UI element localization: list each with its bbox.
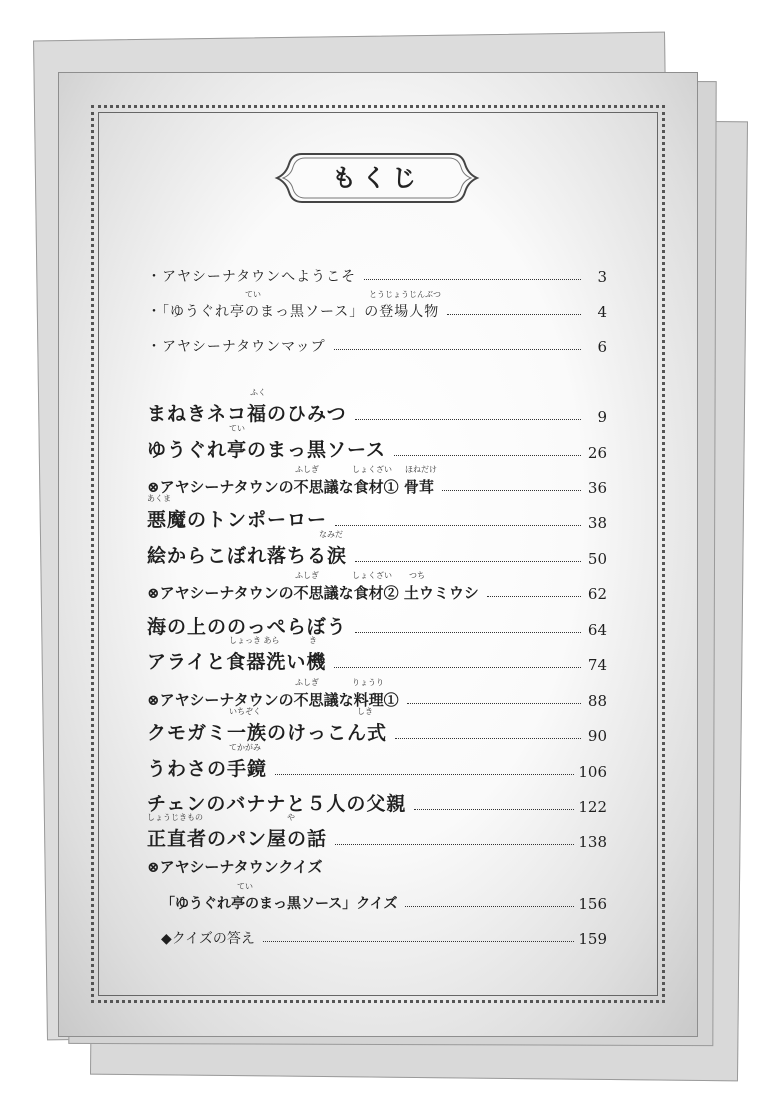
dot-leader [335, 844, 574, 845]
ruby-annotation: あくま [147, 494, 171, 503]
toc-entry-ingredient[interactable] [147, 670, 607, 710]
ruby-annotation: ほねだけ [405, 465, 437, 474]
ruby-annotation: しょっき あら [229, 636, 280, 645]
dot-leader [355, 419, 581, 420]
toc-entry-story[interactable] [147, 599, 607, 639]
entry-page: 9 [597, 408, 607, 426]
entry-page: 106 [578, 763, 607, 781]
toc-entry-story[interactable] [147, 634, 607, 674]
toc-entry-story[interactable] [147, 528, 607, 568]
page-title: もくじ [332, 163, 422, 192]
ruby-annotation: しょうじきもの [147, 813, 203, 822]
entry-label: ◆クイズの答え [161, 931, 255, 947]
entry-label: 悪魔のトンポーロー あくま [147, 494, 328, 531]
dot-leader [275, 774, 574, 775]
dot-leader [355, 632, 581, 633]
entry-page: 88 [587, 692, 607, 710]
entry-page: 74 [587, 656, 607, 674]
toc-entry-story[interactable] [147, 705, 607, 745]
entry-page: 50 [587, 550, 607, 568]
ruby-annotation: しき [357, 707, 373, 716]
dot-leader [394, 455, 581, 456]
ruby-annotation: ふく [250, 388, 266, 397]
ruby-annotation: てい [229, 424, 245, 433]
ruby-annotation: ふしぎ [295, 678, 319, 687]
entry-page: 156 [578, 895, 607, 913]
toc-entry-quiz[interactable] [147, 873, 607, 913]
entry-page: 159 [578, 930, 607, 948]
toc-entry-welcome[interactable] [147, 246, 607, 286]
dot-leader [487, 596, 581, 597]
dot-leader [442, 490, 581, 491]
entry-label: 正直者のパン屋の話 しょうじきもの や [147, 813, 328, 850]
entry-label: ゆうぐれ亭のまっ黒ソース てい [147, 424, 387, 461]
ruby-annotation: しょくざい [352, 571, 392, 580]
entry-page: 138 [578, 833, 607, 851]
toc-entry-story[interactable] [147, 386, 607, 426]
entry-page: 38 [587, 514, 607, 532]
ruby-annotation: てかがみ [229, 743, 261, 752]
dot-leader [355, 561, 581, 562]
toc-entry-story[interactable] [147, 741, 607, 781]
entry-label: ⊗アヤシーナタウンの不思議な料理① ふしぎ りょうり [147, 678, 399, 709]
entry-page: 4 [597, 303, 607, 321]
ruby-annotation: ふしぎ [295, 465, 319, 474]
ruby-annotation: や [287, 813, 295, 822]
dot-leader [364, 279, 581, 280]
entry-page: 3 [597, 268, 607, 286]
entry-page: 122 [578, 798, 607, 816]
ruby-annotation: ふしぎ [295, 571, 319, 580]
toc-page [58, 72, 698, 1037]
title-plate [272, 148, 482, 208]
entry-label: ⊗アヤシーナタウンの不思議な食材① 骨茸 ふしぎ しょくざい ほねだけ [147, 465, 437, 496]
entry-label: ⊗アヤシーナタウンの不思議な食材② 土ウミウシ ふしぎ しょくざい つち [147, 571, 479, 602]
toc-entry-story[interactable] [147, 776, 607, 816]
entry-label: クモガミ一族のけっこん式 いちぞく しき [147, 707, 388, 744]
entry-page: 64 [587, 621, 607, 639]
toc-entry-ingredient[interactable] [147, 457, 607, 497]
dot-leader [395, 738, 581, 739]
dot-leader [334, 349, 581, 350]
entry-label: ・アヤシーナタウンマップ [147, 339, 326, 355]
entry-label: 絵からこぼれ落ちる涙 なみだ [147, 530, 348, 567]
dot-leader [407, 703, 581, 704]
entry-page: 26 [587, 444, 607, 462]
toc-entry-story[interactable] [147, 811, 607, 851]
ruby-annotation: しょくざい [352, 465, 392, 474]
ruby-annotation: とうじょうじんぶつ [369, 290, 441, 299]
dot-leader [334, 667, 581, 668]
toc-entry-story[interactable] [147, 492, 607, 532]
dot-leader [414, 809, 574, 810]
quiz-heading: ⊗アヤシーナタウンクイズ [147, 858, 323, 876]
ruby-annotation: いちぞく [229, 707, 261, 716]
ruby-annotation: なみだ [319, 530, 343, 539]
dot-leader [263, 941, 574, 942]
entry-page: 36 [587, 479, 607, 497]
entry-label: 海の上ののっぺらぼう [147, 616, 347, 638]
entry-page: 90 [587, 727, 607, 745]
dot-leader [447, 314, 581, 315]
dot-leader [405, 906, 574, 907]
entry-label: 「ゆうぐれ亭のまっ黒ソース」クイズ てい [161, 882, 398, 912]
dot-leader [335, 525, 581, 526]
toc-entry-quiz-answer[interactable] [147, 908, 607, 948]
toc-entry-story[interactable] [147, 422, 607, 462]
entry-label: ・「ゆうぐれ亭のまっ黒ソース」の登場人物 てい とうじょうじんぶつ [147, 290, 441, 320]
entry-page: 6 [597, 338, 607, 356]
toc-entry-map[interactable] [147, 316, 607, 356]
entry-label: チェンのバナナと５人の父親 [147, 793, 407, 815]
ruby-annotation: てい [245, 290, 261, 299]
entry-page: 62 [587, 585, 607, 603]
entry-label: うわさの手鏡 てかがみ [147, 743, 268, 780]
entry-label: アライと食器洗い機 しょっき あら き [147, 636, 327, 673]
toc-entry-characters[interactable] [147, 281, 607, 321]
ruby-annotation: りょうり [352, 678, 384, 687]
ruby-annotation: つち [409, 571, 425, 580]
entry-label: ・アヤシーナタウンへようこそ [147, 269, 357, 285]
ruby-annotation: てい [237, 882, 253, 891]
ruby-annotation: き [309, 636, 317, 645]
toc-entry-ingredient[interactable] [147, 563, 607, 603]
entry-label: まねきネコ福のひみつ ふく [147, 388, 347, 425]
